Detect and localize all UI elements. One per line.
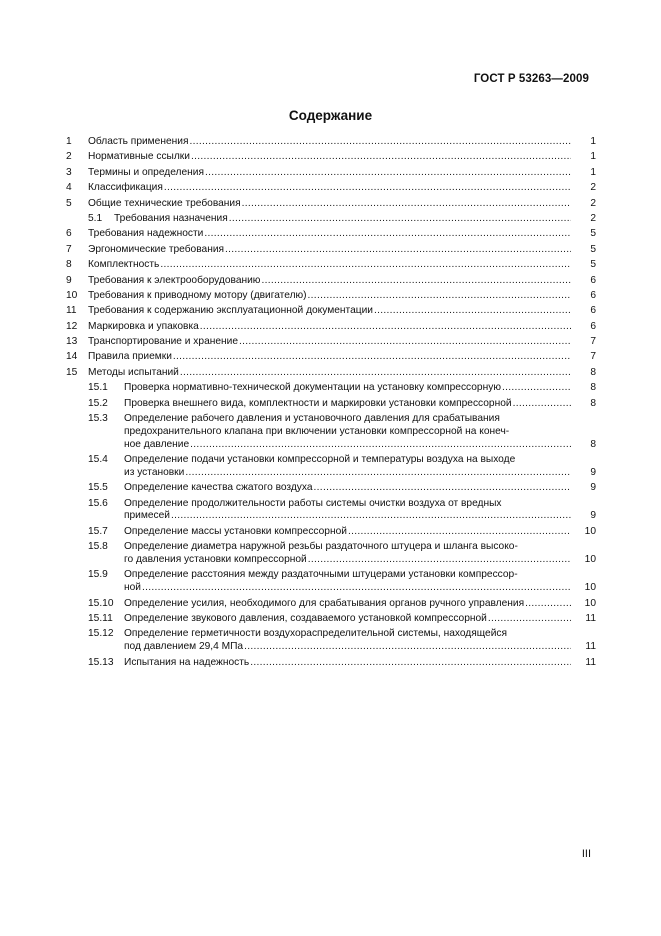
toc-entry-number: 15.13 bbox=[88, 656, 114, 668]
toc-entry-number: 15.7 bbox=[88, 525, 108, 537]
toc-entry-number: 4 bbox=[66, 182, 72, 194]
toc-entry-title-line: Проверка нормативно-технической документации на установку компрессорную bbox=[124, 382, 501, 394]
toc-entry-number: 15.9 bbox=[88, 569, 108, 581]
toc-entry-title-line: Термины и определения bbox=[88, 166, 204, 178]
toc-entry-title bbox=[88, 259, 572, 272]
toc-entry-number: 12 bbox=[66, 320, 78, 332]
toc-entry-page: 8 bbox=[590, 366, 596, 378]
toc-entry-number: 15.4 bbox=[88, 454, 108, 466]
dot-leader bbox=[314, 482, 571, 495]
toc-entry-title-line: Определение звукового давления, создаваемого установкой компрессорной bbox=[124, 612, 487, 624]
toc-entry-page: 6 bbox=[590, 289, 596, 301]
dot-leader bbox=[261, 275, 571, 288]
toc-entry-number: 9 bbox=[66, 274, 72, 286]
toc-entry-number: 15 bbox=[66, 366, 78, 378]
dot-leader bbox=[525, 598, 571, 611]
toc-entry-number: 15.10 bbox=[88, 597, 114, 609]
toc-entry-page: 5 bbox=[590, 243, 596, 255]
toc-entry-number: 15.8 bbox=[88, 541, 108, 553]
dot-leader bbox=[171, 510, 571, 523]
toc-entry-title bbox=[124, 454, 572, 480]
page-number: III bbox=[581, 848, 591, 860]
dot-leader bbox=[200, 321, 571, 334]
toc-entry-page: 10 bbox=[584, 597, 596, 609]
toc-entry-title-line: из установки bbox=[124, 466, 185, 478]
table-of-contents bbox=[66, 136, 596, 672]
toc-entry-number: 14 bbox=[66, 351, 78, 363]
toc-entry[interactable] bbox=[66, 259, 596, 272]
toc-entry-title-line: Правила приемки bbox=[88, 351, 172, 363]
toc-entry[interactable] bbox=[66, 657, 596, 670]
dot-leader bbox=[242, 198, 571, 211]
toc-entry-title bbox=[124, 482, 572, 495]
toc-entry[interactable] bbox=[66, 413, 596, 451]
toc-entry-page: 5 bbox=[590, 259, 596, 271]
toc-entry[interactable] bbox=[66, 305, 596, 318]
toc-entry-page: 2 bbox=[590, 212, 596, 224]
toc-entry-number: 11 bbox=[66, 305, 77, 317]
dot-leader bbox=[164, 182, 571, 195]
toc-entry-title-line: Требования надежности bbox=[88, 228, 204, 240]
toc-entry-title bbox=[124, 498, 572, 524]
toc-entry-title bbox=[88, 167, 572, 180]
toc-entry[interactable] bbox=[66, 244, 596, 257]
toc-entry[interactable] bbox=[66, 136, 596, 149]
toc-entry-page: 11 bbox=[585, 656, 596, 668]
toc-entry-title bbox=[114, 213, 572, 226]
toc-entry-page: 1 bbox=[590, 136, 596, 147]
dot-leader bbox=[502, 382, 571, 395]
toc-entry-title bbox=[124, 526, 572, 539]
toc-entry-number: 6 bbox=[66, 228, 72, 240]
toc-entry-page: 1 bbox=[590, 166, 596, 178]
toc-entry-page: 9 bbox=[590, 482, 596, 494]
toc-entry-number: 15.12 bbox=[88, 628, 114, 640]
toc-entry[interactable] bbox=[66, 351, 596, 364]
toc-entry-page: 1 bbox=[590, 151, 596, 163]
toc-entry-title-line: Проверка внешнего вида, комплектности и маркировки установки компрессорной bbox=[124, 397, 512, 409]
dot-leader bbox=[204, 228, 571, 241]
toc-entry-page: 8 bbox=[590, 382, 596, 394]
toc-entry[interactable] bbox=[66, 367, 596, 380]
toc-entry-page: 10 bbox=[584, 525, 596, 537]
toc-entry-title bbox=[88, 198, 572, 211]
dot-leader bbox=[180, 367, 571, 380]
toc-entry[interactable] bbox=[66, 213, 596, 226]
toc-entry-page: 9 bbox=[590, 510, 596, 522]
toc-entry[interactable] bbox=[66, 198, 596, 211]
toc-entry-title-line: Определение усилия, необходимого для срабатывания органов ручного управления bbox=[124, 597, 525, 609]
toc-entry-number: 5.1 bbox=[88, 212, 103, 224]
toc-entry-page: 10 bbox=[584, 582, 596, 594]
toc-entry[interactable] bbox=[66, 336, 596, 349]
toc-entry[interactable] bbox=[66, 598, 596, 611]
toc-entry-page: 2 bbox=[590, 197, 596, 209]
toc-entry-number: 15.11 bbox=[88, 612, 113, 624]
toc-entry-title-line: Нормативные ссылки bbox=[88, 151, 190, 163]
dot-leader bbox=[225, 244, 571, 257]
toc-entry-page: 8 bbox=[590, 397, 596, 409]
document-code-header: ГОСТ Р 53263—2009 bbox=[473, 73, 589, 85]
toc-entry-title-line: Общие технические требования bbox=[88, 197, 241, 209]
toc-entry-title bbox=[124, 657, 572, 670]
toc-entry-title bbox=[124, 569, 572, 595]
toc-entry-title bbox=[88, 182, 572, 195]
toc-entry-page: 8 bbox=[590, 438, 596, 450]
toc-entry[interactable] bbox=[66, 454, 596, 480]
dot-leader bbox=[229, 213, 571, 226]
toc-entry-title-line: под давлением 29,4 МПа bbox=[124, 641, 244, 653]
toc-entry-page: 9 bbox=[590, 466, 596, 478]
toc-entry-title bbox=[124, 541, 572, 567]
toc-entry-title bbox=[88, 244, 572, 257]
toc-entry[interactable] bbox=[66, 228, 596, 241]
toc-entry-title-line: Классификация bbox=[88, 182, 163, 194]
toc-entry[interactable] bbox=[66, 182, 596, 195]
toc-entry-page: 7 bbox=[590, 336, 596, 348]
toc-entry[interactable] bbox=[66, 526, 596, 539]
toc-entry-number: 2 bbox=[66, 151, 72, 163]
toc-entry-page: 11 bbox=[585, 612, 596, 624]
toc-entry-title bbox=[88, 228, 572, 241]
toc-entry-page: 10 bbox=[584, 553, 596, 565]
toc-entry[interactable] bbox=[66, 482, 596, 495]
dot-leader bbox=[160, 259, 571, 272]
toc-entry-title-line: Определение качества сжатого воздуха bbox=[124, 482, 313, 494]
dot-leader bbox=[308, 554, 571, 567]
toc-entry-title bbox=[124, 398, 572, 411]
toc-entry-title-line: Маркировка и упаковка bbox=[88, 320, 199, 332]
toc-entry-title-line: Область применения bbox=[88, 136, 189, 147]
dot-leader bbox=[189, 136, 571, 149]
toc-entry-page: 6 bbox=[590, 305, 596, 317]
toc-entry-title bbox=[124, 628, 572, 654]
toc-entry-title-line: го давления установки компрессорной bbox=[124, 553, 307, 565]
toc-entry-title bbox=[88, 351, 572, 364]
toc-entry-title bbox=[124, 613, 572, 626]
toc-entry[interactable] bbox=[66, 613, 596, 626]
toc-entry-title-line: Определение диаметра наружной резьбы раздаточного штуцера и шланга высоко- bbox=[124, 541, 518, 553]
toc-entry-title bbox=[124, 382, 572, 395]
dot-leader bbox=[173, 351, 571, 364]
dot-leader bbox=[205, 167, 571, 180]
toc-entry-page: 6 bbox=[590, 274, 596, 286]
toc-entry-page: 5 bbox=[590, 228, 596, 240]
dot-leader bbox=[142, 582, 571, 595]
toc-entry-number: 5 bbox=[66, 197, 72, 209]
dot-leader bbox=[488, 613, 571, 626]
toc-entry-title-line: Требования к приводному мотору (двигателю) bbox=[88, 289, 307, 301]
toc-entry-title bbox=[88, 151, 572, 164]
dot-leader bbox=[250, 657, 571, 670]
toc-entry-title bbox=[88, 321, 572, 334]
page-title: Содержание bbox=[288, 108, 373, 123]
toc-entry-title-line: Эргономические требования bbox=[88, 243, 225, 255]
toc-entry[interactable] bbox=[66, 398, 596, 411]
toc-entry-number: 15.6 bbox=[88, 497, 108, 509]
toc-entry-title-line: примесей bbox=[124, 510, 170, 522]
toc-entry-title-line: Требования назначения bbox=[114, 212, 228, 224]
toc-entry[interactable] bbox=[66, 290, 596, 303]
toc-entry[interactable] bbox=[66, 275, 596, 288]
toc-entry[interactable] bbox=[66, 569, 596, 595]
toc-entry-title-line: предохранительного клапана при включении установки компрессорной на конеч- bbox=[124, 425, 510, 437]
toc-entry-title bbox=[88, 336, 572, 349]
toc-entry-title-line: Определение продолжительности работы системы очистки воздуха от вредных bbox=[124, 497, 502, 509]
dot-leader bbox=[348, 526, 571, 539]
toc-entry-title-line: Комплектность bbox=[88, 259, 160, 271]
toc-entry-page: 2 bbox=[590, 182, 596, 194]
toc-entry-number: 8 bbox=[66, 259, 72, 271]
toc-entry-title-line: Определение расстояния между раздаточными штуцерами установки компрессор- bbox=[124, 569, 518, 581]
dot-leader bbox=[185, 467, 571, 480]
toc-entry-number: 3 bbox=[66, 166, 72, 178]
toc-entry-title bbox=[88, 275, 572, 288]
toc-entry-title bbox=[124, 598, 572, 611]
toc-entry-title bbox=[88, 136, 572, 149]
dot-leader bbox=[308, 290, 571, 303]
toc-entry-title-line: Испытания на надежность bbox=[124, 656, 250, 668]
dot-leader bbox=[513, 398, 571, 411]
toc-entry-title bbox=[88, 367, 572, 380]
toc-entry-page: 11 bbox=[585, 641, 596, 653]
toc-entry-title-line: Методы испытаний bbox=[88, 366, 179, 378]
toc-entry-title-line: Требования к содержанию эксплуатационной документации bbox=[88, 305, 373, 317]
toc-entry-title bbox=[88, 290, 572, 303]
toc-entry[interactable] bbox=[66, 151, 596, 164]
toc-entry[interactable] bbox=[66, 628, 596, 654]
toc-entry-title-line: Определение массы установки компрессорной bbox=[124, 525, 347, 537]
toc-entry-number: 15.5 bbox=[88, 482, 108, 494]
toc-entry-title-line: Требования к электрооборудованию bbox=[88, 274, 261, 286]
toc-entry-number: 15.2 bbox=[88, 397, 108, 409]
dot-leader bbox=[374, 305, 571, 318]
toc-entry-title-line: ное давление bbox=[124, 438, 190, 450]
toc-entry-number: 1 bbox=[66, 136, 72, 147]
toc-entry-title-line: ной bbox=[124, 582, 141, 594]
toc-entry[interactable] bbox=[66, 541, 596, 567]
toc-entry-page: 6 bbox=[590, 320, 596, 332]
toc-entry[interactable] bbox=[66, 498, 596, 524]
toc-entry-number: 13 bbox=[66, 336, 78, 348]
toc-entry-number: 15.1 bbox=[88, 382, 108, 394]
toc-entry-title-line: Определение подачи установки компрессорной и температуры воздуха на выходе bbox=[124, 454, 516, 466]
toc-entry[interactable] bbox=[66, 321, 596, 334]
toc-entry-number: 10 bbox=[66, 289, 78, 301]
toc-entry-number: 15.3 bbox=[88, 413, 108, 425]
dot-leader bbox=[190, 439, 571, 452]
dot-leader bbox=[191, 151, 571, 164]
toc-entry-title-line: Определение герметичности воздухораспределительной системы, находящейся bbox=[124, 628, 508, 640]
toc-entry[interactable] bbox=[66, 382, 596, 395]
dot-leader bbox=[244, 641, 571, 654]
dot-leader bbox=[239, 336, 571, 349]
toc-entry-page: 7 bbox=[590, 351, 596, 363]
toc-entry[interactable] bbox=[66, 167, 596, 180]
toc-entry-title bbox=[88, 305, 572, 318]
toc-entry-title-line: Определение рабочего давления и установочного давления для срабатывания bbox=[124, 413, 500, 425]
toc-entry-number: 7 bbox=[66, 243, 72, 255]
toc-entry-title bbox=[124, 413, 572, 451]
toc-entry-title-line: Транспортирование и хранение bbox=[88, 336, 239, 348]
